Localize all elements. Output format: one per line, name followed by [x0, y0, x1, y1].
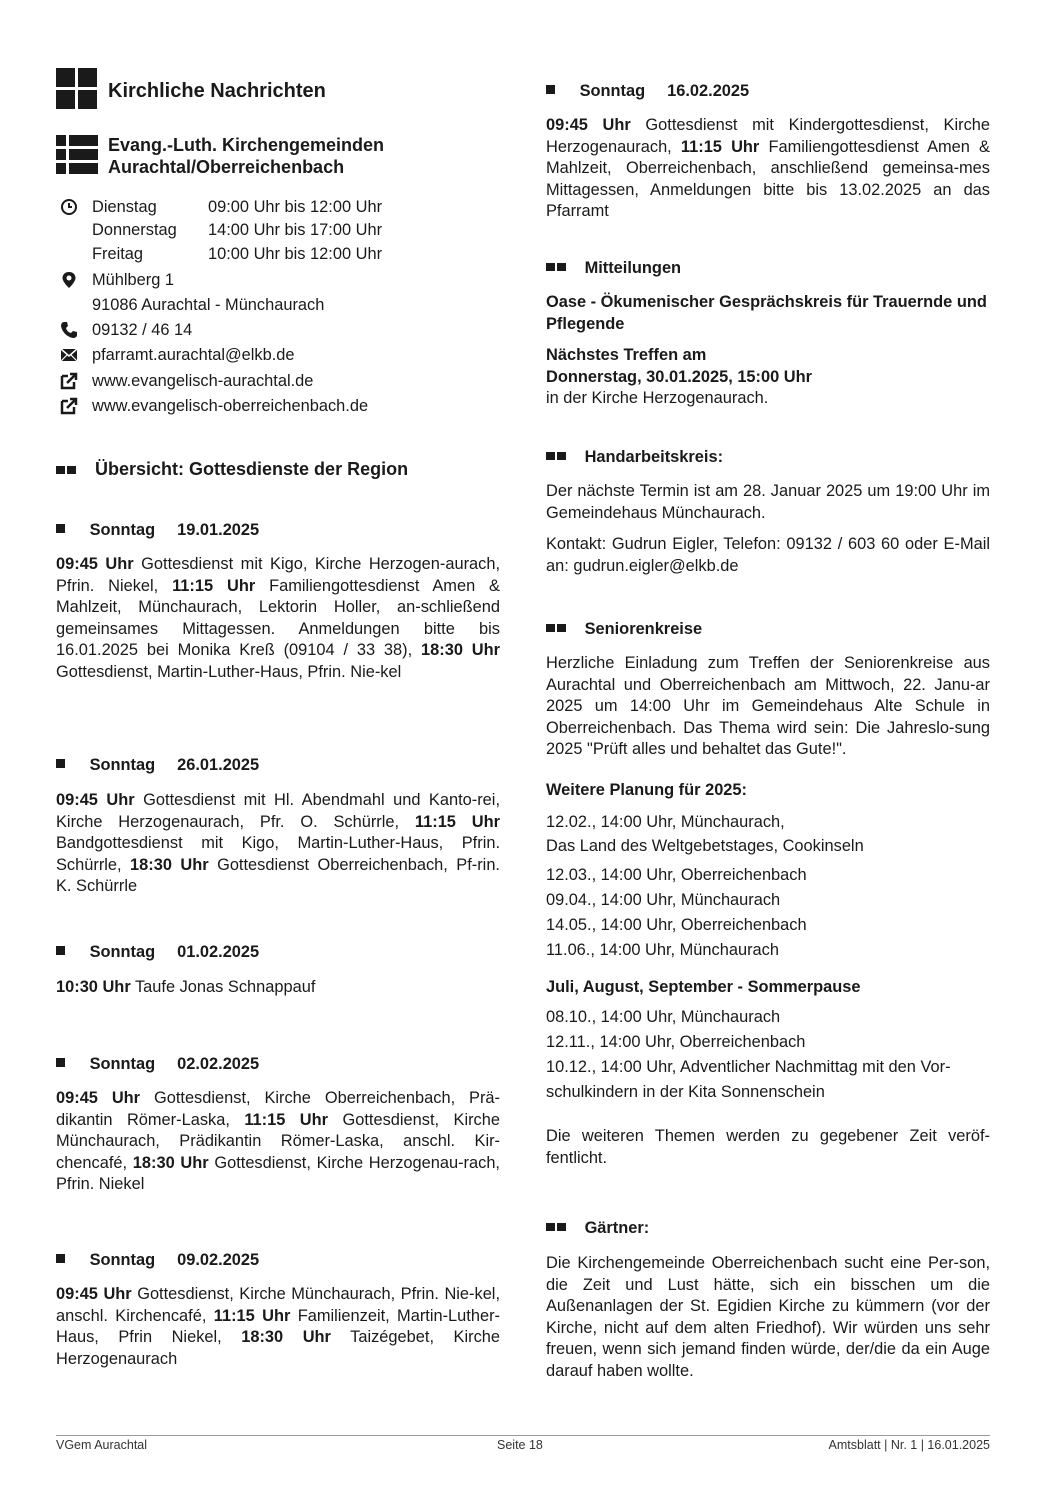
- hours-day: Freitag: [92, 245, 144, 263]
- planning-line: 12.03., 14:00 Uhr, Oberreichenbach: [546, 866, 807, 884]
- oase-place: in der Kirche Herzogenaurach.: [546, 389, 769, 407]
- service-text: 09:45 Uhr Gottesdienst mit Hl. Abendmahl und Kanto-rei, Kirche Herzogenaurach, Pfr. O. Schürrle, 11:15 Uhr Bandgottesdienst mit Kigo, Martin-Luther-Haus, Pfrin. Schürrle, 18:30 Uhr Gottesdienst Oberreichenbach, Pf-rin. K. Schürrle: [56, 791, 500, 896]
- gaertner-heading: Gärtner:: [546, 1219, 649, 1238]
- hours-time: 09:00 Uhr bis 12:00 Uhr: [208, 198, 383, 216]
- planning-line: 08.10., 14:00 Uhr, Münchaurach: [546, 1008, 781, 1026]
- address-city: 91086 Aurachtal - Münchaurach: [92, 296, 325, 314]
- hours-time: 10:00 Uhr bis 12:00 Uhr: [208, 245, 383, 263]
- planning-line: 12.02., 14:00 Uhr, Münchaurach,: [546, 813, 785, 831]
- news-grid-icon: [56, 68, 98, 110]
- section-marker-icon: [546, 446, 568, 465]
- service-heading: Sonntag 02.02.2025: [56, 1055, 259, 1074]
- hours-day: Dienstag: [92, 198, 157, 216]
- service-text: 09:45 Uhr Gottesdienst, Kirche Oberreichenbach, Prä-dikantin Römer-Laska, 11:15 Uhr Gottesdienst, Kirche Münchaurach, Prädikantin Römer-Laska, anschl. Kir-chencafé, 18:30 Uhr Gottesdienst, Kirche Herzogenau-rach, Pfrin. Niekel: [56, 1089, 500, 1194]
- bullet-square-icon: [56, 946, 65, 955]
- mitteilungen-heading: Mitteilungen: [546, 259, 681, 278]
- list-icon: [56, 135, 98, 175]
- contact-block: [56, 196, 500, 426]
- footer-left: VGem Aurachtal: [56, 1438, 148, 1452]
- planning-heading: Weitere Planung für 2025:: [546, 781, 747, 799]
- oase-next-date: Donnerstag, 30.01.2025, 15:00 Uhr: [546, 368, 813, 386]
- overview-heading: Übersicht: Gottesdienste der Region: [56, 459, 408, 481]
- section-marker-icon: [546, 1217, 568, 1236]
- bullet-square-icon: [546, 85, 555, 94]
- location-pin-icon: [60, 271, 78, 289]
- section-marker-icon: [56, 458, 78, 479]
- handarbeit-heading: Handarbeitskreis:: [546, 448, 723, 467]
- planning-line: 12.11., 14:00 Uhr, Oberreichenbach: [546, 1033, 806, 1051]
- service-heading: Sonntag 09.02.2025: [56, 1251, 259, 1270]
- service-heading: Sonntag 19.01.2025: [56, 521, 259, 540]
- bullet-square-icon: [56, 759, 65, 768]
- bullet-square-icon: [56, 1254, 65, 1263]
- org-line-2: Aurachtal/Oberreichenbach: [108, 157, 345, 177]
- service-text: 09:45 Uhr Gottesdienst mit Kigo, Kirche Herzogen-aurach, Pfrin. Niekel, 11:15 Uhr Familiengottesdienst Amen & Mahlzeit, Münchaurach, Lektorin Holler, an-schließend gemeinsames Mittagessen. Anmeldungen bitte bis 16.01.2025 bei Monika Kreß (09104 / 33 38), 18:30 Uhr Gottesdienst, Martin-Luther-Haus, Pfrin. Nie-kel: [56, 555, 501, 681]
- email-link[interactable]: pfarramt.aurachtal@elkb.de: [92, 346, 295, 364]
- planning-line: 10.12., 14:00 Uhr, Adventlicher Nachmittag mit den Vor-: [546, 1058, 951, 1076]
- planning-line: Das Land des Weltgebetstages, Cookinseln: [546, 837, 864, 855]
- service-heading: Sonntag 26.01.2025: [56, 756, 259, 775]
- service-text: 09:45 Uhr Gottesdienst mit Kindergottesdienst, Kirche Herzogenaurach, 11:15 Uhr Familiengottesdienst Amen & Mahlzeit, Oberreichenbach, anschließend gemeinsa-mes Mittagessen, Anmeldungen bitte bis 13.02.2025 an das Pfarramt: [546, 116, 990, 221]
- handarbeit-contact: Kontakt: Gudrun Eigler, Telefon: 09132 / 603 60 oder E-Mail an: gudrun.eigler@elkb.de: [546, 535, 990, 575]
- service-text: 10:30 Uhr Taufe Jonas Schnappauf: [56, 978, 316, 996]
- gaertner-text: Die Kirchengemeinde Oberreichenbach sucht eine Per-son, die Zeit und Lust hätte, sich ein bisschen um die Außenanlagen der St. Egidien Kirche zu kümmern (vor der Kirche, nicht auf dem alten Friedhof). Wir würden uns sehr freuen, wenn sich jemand finden würde, der/die da ein Auge darauf haben wollte.: [546, 1254, 990, 1380]
- planning-line: schulkindern in der Kita Sonnenschein: [546, 1083, 825, 1101]
- hours-day: Donnerstag: [92, 221, 177, 239]
- planning-line: 09.04., 14:00 Uhr, Münchaurach: [546, 891, 781, 909]
- senioren-closing: Die weiteren Themen werden zu gegebener Zeit veröf-fentlicht.: [546, 1127, 990, 1167]
- website-link-aurachtal[interactable]: www.evangelisch-aurachtal.de: [92, 372, 314, 390]
- service-heading: Sonntag 16.02.2025: [546, 82, 749, 101]
- bullet-square-icon: [56, 1058, 65, 1067]
- phone-number[interactable]: 09132 / 46 14: [92, 321, 193, 339]
- oase-title: Oase - Ökumenischer Gesprächskreis für Trauernde und Pflegende: [546, 293, 987, 333]
- external-link-icon: [60, 372, 78, 390]
- oase-next-line1: Nächstes Treffen am: [546, 346, 707, 364]
- envelope-icon: [60, 346, 78, 364]
- section-marker-icon: [546, 618, 568, 637]
- address-street: Mühlberg 1: [92, 271, 175, 289]
- hours-time: 14:00 Uhr bis 17:00 Uhr: [208, 221, 383, 239]
- planning-line: 11.06., 14:00 Uhr, Münchaurach: [546, 941, 779, 959]
- page-title: Kirchliche Nachrichten: [108, 80, 326, 102]
- service-text: 09:45 Uhr Gottesdienst, Kirche Münchaurach, Pfrin. Nie-kel, anschl. Kirchencafé, 11:15 Uhr Familienzeit, Martin-Luther-Haus, Pfrin Niekel, 18:30 Uhr Taizégebet, Kirche Herzogenaurach: [56, 1285, 500, 1368]
- service-heading: Sonntag 01.02.2025: [56, 943, 259, 962]
- senioren-heading: Seniorenkreise: [546, 620, 702, 639]
- bullet-square-icon: [56, 524, 65, 533]
- summer-break: Juli, August, September - Sommerpause: [546, 978, 861, 996]
- footer-divider: [56, 1435, 990, 1436]
- phone-icon: [60, 321, 78, 339]
- footer-page-number: Seite 18: [497, 1438, 543, 1452]
- section-marker-icon: [546, 257, 568, 276]
- clock-icon: [60, 198, 78, 216]
- planning-line: 14.05., 14:00 Uhr, Oberreichenbach: [546, 916, 807, 934]
- org-title: [108, 134, 384, 178]
- org-line-1: Evang.-Luth. Kirchengemeinden: [108, 135, 385, 155]
- handarbeit-text: Der nächste Termin ist am 28. Januar 2025 um 19:00 Uhr im Gemeindehaus Münchaurach.: [546, 482, 990, 522]
- external-link-icon: [60, 397, 78, 415]
- website-link-oberreichenbach[interactable]: www.evangelisch-oberreichenbach.de: [92, 397, 369, 415]
- senioren-text: Herzliche Einladung zum Treffen der Seniorenkreise aus Aurachtal und Oberreichenbach am Mittwoch, 22. Janu-ar 2025 um 14:00 Uhr im Gemeindehaus Alte Schule in Oberreichenbach. Das Thema wird sein: Die Jahreslo-sung 2025 "Prüft alles und behaltet das Gute!".: [546, 654, 990, 759]
- footer-right: Amtsblatt | Nr. 1 | 16.01.2025: [828, 1438, 990, 1452]
